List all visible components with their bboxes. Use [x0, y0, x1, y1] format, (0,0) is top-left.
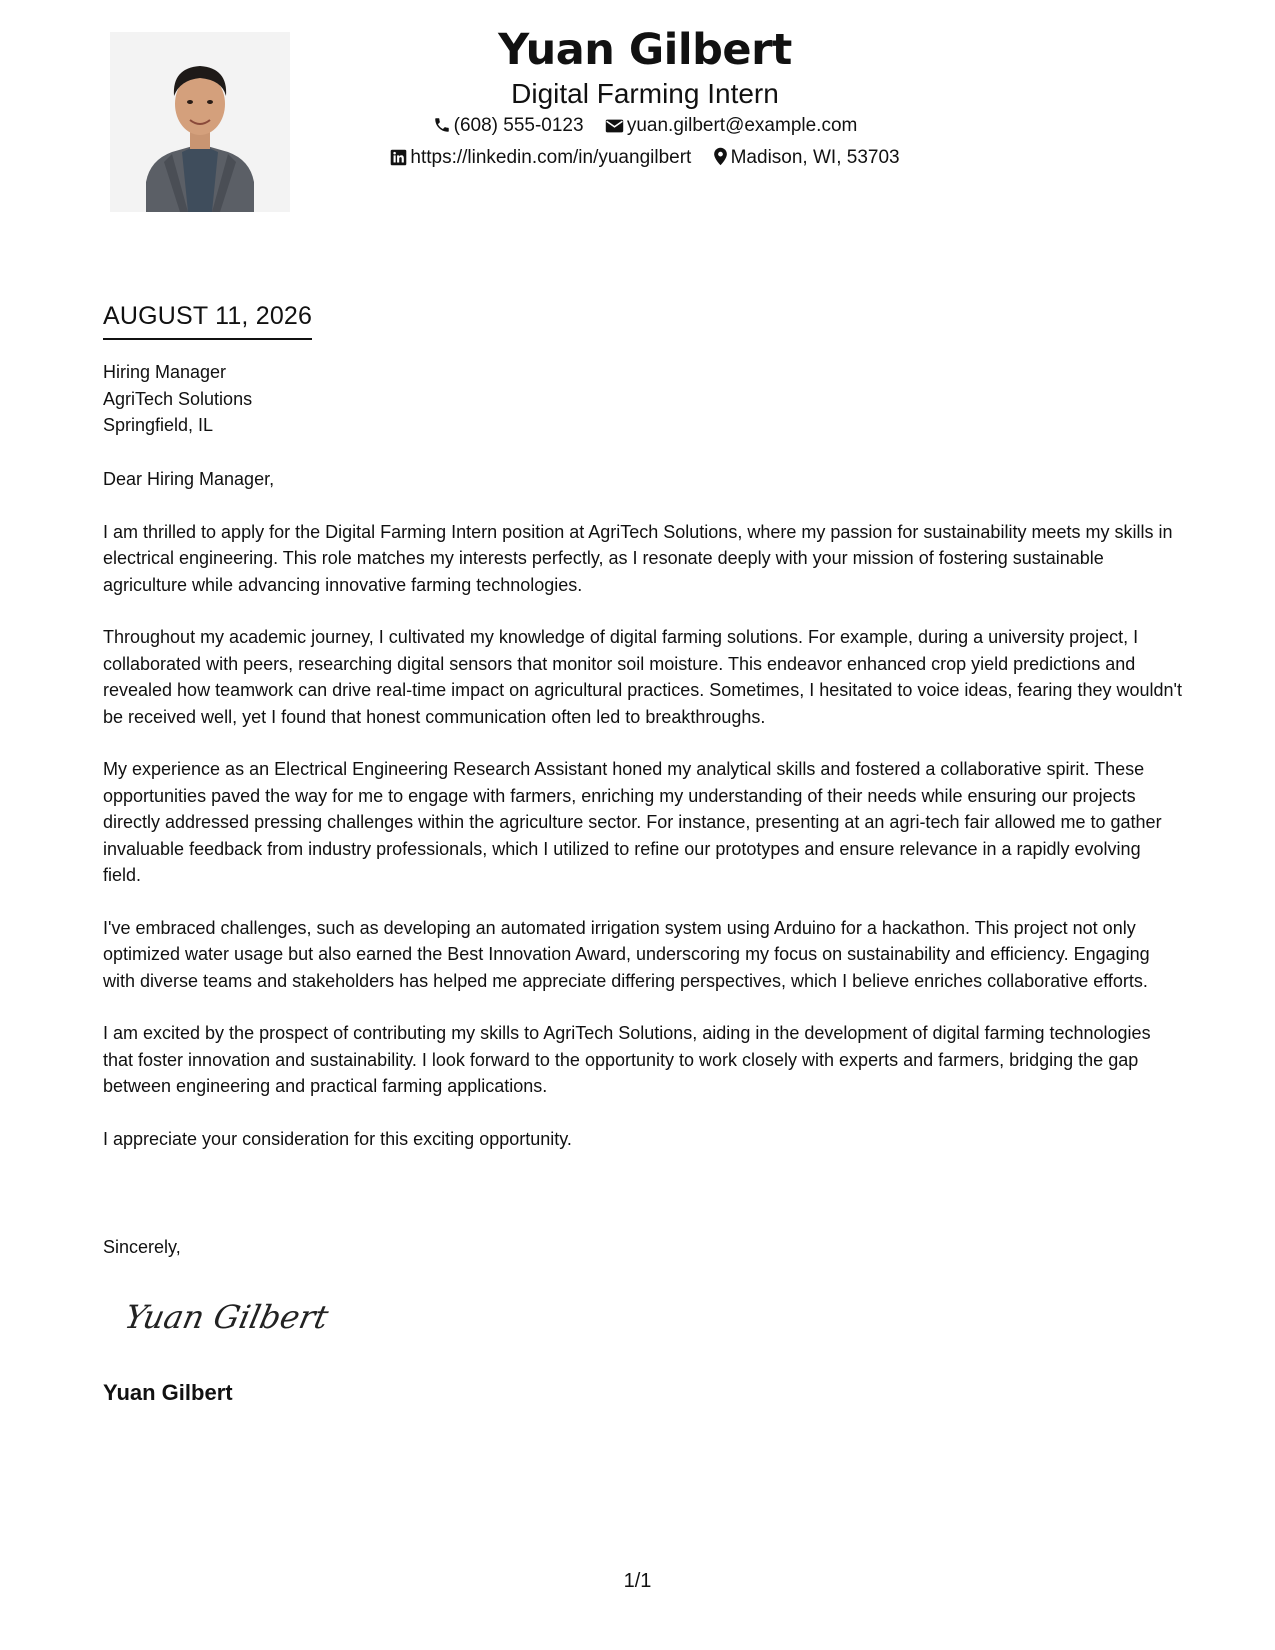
page-number: 1/1: [623, 1570, 652, 1592]
email-contact[interactable]: [605, 110, 858, 142]
phone-text: (608) 555-0123: [453, 115, 584, 136]
recipient-line: Springfield, IL: [103, 415, 214, 435]
phone-contact[interactable]: [433, 110, 584, 142]
body-paragraph: Throughout my academic journey, I cultivated my knowledge of digital farming solutions. For example, during a university project, I collaborated with peers, researching digital sensors that monitor soil moisture. This endeavor enhanced crop yield predictions and revealed how teamwork can drive real-time impact on agricultural practices. Sometimes, I hesitated to voice ideas, fearing they wouldn't be received well, yet I found that honest communication often led to breakthroughs.: [103, 627, 1182, 727]
handwritten-signature: [120, 1286, 360, 1346]
body-paragraph: My experience as an Electrical Engineering Research Assistant honed my analytical skills and fostered a collaborative spirit. These opportunities paved the way for me to engage with farmers, enriching my understanding of their needs while ensuring our projects directly addressed pressing challenges within the agriculture sector. For instance, presenting at an agri-tech fair allowed me to gather invaluable feedback from industry professionals, which I utilized to refine our prototypes and ensure relevance in a rapidly evolving field.: [103, 759, 1162, 885]
phone-icon: [433, 116, 451, 134]
contact-row-1: [290, 110, 1000, 142]
closing-phrase: Sincerely,: [103, 1237, 181, 1257]
linkedin-icon: [390, 149, 407, 166]
body-paragraph: I am thrilled to apply for the Digital Farming Intern position at AgriTech Solutions, where my passion for sustainability meets my skills in electrical engineering. This role matches my interests perfectly, as I resonate deeply with your mission of fostering sustainable agriculture while advancing innovative farming technologies.: [103, 521, 1173, 595]
recipient-block: [103, 359, 252, 439]
linkedin-contact[interactable]: [390, 142, 691, 174]
portrait-image: [110, 32, 290, 212]
body-paragraph: I appreciate your consideration for this exciting opportunity.: [103, 1128, 572, 1149]
signer-name: Yuan Gilbert: [103, 1380, 233, 1405]
signature-text: Yuan Gilbert: [121, 1298, 332, 1336]
applicant-name: Yuan Gilbert: [498, 25, 792, 75]
body-paragraph: I am excited by the prospect of contributing my skills to AgriTech Solutions, aiding in the development of digital farming technologies that foster innovation and sustainability. I look forward to the opportunity to work closely with experts and farmers, bridging the gap between engineering and practical farming applications.: [103, 1023, 1151, 1096]
applicant-title: Digital Farming Intern: [511, 78, 779, 109]
letter-date: AUGUST 11, 2026: [103, 300, 312, 340]
map-pin-icon: [713, 147, 728, 166]
location-text: Madison, WI, 53703: [730, 147, 900, 168]
letter-header: [290, 22, 1000, 174]
greeting: Dear Hiring Manager,: [103, 469, 275, 489]
email-text: yuan.gilbert@example.com: [626, 115, 858, 136]
letter-body: [103, 466, 1183, 1178]
profile-photo: [110, 32, 290, 212]
contact-row-2: [290, 142, 1000, 174]
signature-image: [120, 1286, 360, 1346]
recipient-line: AgriTech Solutions: [103, 388, 253, 409]
recipient-line: Hiring Manager: [103, 362, 227, 382]
body-paragraph: I've embraced challenges, such as developing an automated irrigation system using Arduino for a hackathon. This project not only optimized water usage but also earned the Best Innovation Award, underscoring my focus on sustainability and efficiency. Engaging with diverse teams and stakeholders has helped me appreciate differing perspectives, which I believe enriches collaborative efforts.: [103, 917, 1150, 991]
location-contact: [713, 142, 900, 174]
envelope-icon: [605, 118, 624, 134]
linkedin-text: https://linkedin.com/in/yuangilbert: [410, 147, 692, 168]
